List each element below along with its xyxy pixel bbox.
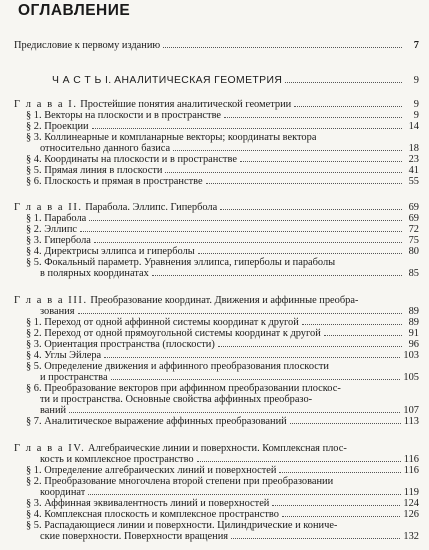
section-title: Переход от одной аффинной системы координат к другой [44, 317, 299, 328]
entry-page: 9 [413, 110, 419, 121]
section-title: Преобразование многочлена второй степени при преобразовании [44, 476, 334, 487]
section-number: § 3. [26, 498, 42, 509]
chapter-prefix: Г л а в а III. [14, 295, 88, 306]
section-title: Распадающиеся линии и поверхности. Цилиндрические и кониче- [44, 520, 338, 531]
section-title: Координаты на плоскости и в пространстве [44, 154, 237, 165]
toc-entry-preface[interactable] [14, 40, 419, 51]
section-title: Директрисы эллипса и гиперболы [44, 246, 195, 257]
leader-dots [231, 538, 400, 539]
toc-chapter-3-continuation[interactable] [40, 306, 419, 317]
toc-section[interactable] [26, 465, 419, 476]
toc-section[interactable] [26, 350, 419, 361]
section-title: Углы Эйлера [44, 350, 102, 361]
section-number: § 7. [26, 416, 42, 427]
toc-section-continuation[interactable] [40, 487, 419, 498]
entry-page: 89 [408, 306, 419, 317]
leader-dots [80, 231, 402, 232]
section-title: Плоскость и прямая в пространстве [44, 176, 203, 187]
section-title-continued: координат [40, 487, 86, 498]
entry-page: 103 [403, 350, 419, 361]
section-number: § 3. [26, 235, 42, 246]
entry-page: 14 [408, 121, 419, 132]
section-title: Преобразование векторов при аффинном преобразовании плоскос- [44, 383, 341, 394]
section-number: § 5. [26, 361, 42, 372]
section-title: Аналитическое выражение аффинных преобразований [44, 416, 287, 427]
chapter-title: Парабола. Эллипс. Гипербола [85, 202, 218, 213]
entry-page: 119 [403, 487, 419, 498]
leader-dots [290, 423, 401, 424]
leader-dots [89, 220, 402, 221]
toc-section-continuation[interactable] [40, 531, 419, 542]
entry-page: 116 [403, 454, 419, 465]
toc-section[interactable] [26, 476, 419, 487]
section-number: § 4. [26, 246, 42, 257]
entry-page: 85 [408, 268, 419, 279]
section-number: § 6. [26, 176, 42, 187]
section-number: § 1. [26, 317, 42, 328]
leader-dots [224, 117, 402, 118]
section-title: Парабола [44, 213, 87, 224]
entry-page: 9 [413, 75, 419, 86]
leader-dots [302, 324, 402, 325]
toc-chapter-4-continuation[interactable] [40, 454, 419, 465]
section-title: Определение алгебраических линий и поверхностей [44, 465, 277, 476]
toc-section[interactable] [26, 132, 419, 143]
entry-page: 105 [403, 372, 419, 383]
section-title: Коллинеарные и компланарные векторы; координаты вектора [44, 132, 317, 143]
entry-page: 89 [408, 317, 419, 328]
chapter-title: Преобразование координат. Движения и аффинные преобра- [90, 295, 359, 306]
leader-dots [294, 106, 402, 107]
leader-dots [165, 172, 402, 173]
leader-dots [272, 505, 400, 506]
leader-dots [240, 161, 402, 162]
chapter-title: Простейшие понятия аналитической геометрии [80, 99, 292, 110]
leader-dots [163, 47, 402, 48]
section-number: § 4. [26, 350, 42, 361]
entry-page: 18 [408, 143, 419, 154]
section-number: § 2. [26, 121, 42, 132]
section-number: § 5. [26, 520, 42, 531]
entry-page: 91 [408, 328, 419, 339]
toc-section-continuation[interactable] [40, 394, 419, 405]
section-title: Фокальный параметр. Уравнения эллипса, гиперболы и параболы [44, 257, 336, 268]
toc-section[interactable] [26, 498, 419, 509]
chapter-prefix: Г л а в а I. [14, 99, 78, 110]
section-title-continued: ти и пространства. Основные свойства аффинных преобразо- [40, 394, 313, 405]
entry-page: 72 [408, 224, 419, 235]
leader-dots [279, 472, 400, 473]
toc-section-continuation[interactable] [40, 372, 419, 383]
section-title: Гипербола [44, 235, 91, 246]
leader-dots [94, 242, 402, 243]
toc-section[interactable] [26, 224, 419, 235]
section-number: § 4. [26, 509, 42, 520]
toc-section[interactable] [26, 213, 419, 224]
entry-page: 9 [413, 99, 419, 110]
section-title-continued: в полярных координатах [40, 268, 149, 279]
leader-dots [152, 275, 402, 276]
part-title: АНАЛИТИЧЕСКАЯ ГЕОМЕТРИЯ [114, 75, 283, 86]
toc-section[interactable] [26, 121, 419, 132]
section-number: § 3. [26, 339, 42, 350]
leader-dots [285, 82, 402, 83]
toc-section[interactable] [26, 154, 419, 165]
section-title-continued: ские поверхности. Поверхности вращения [40, 531, 229, 542]
section-title: Эллипс [44, 224, 78, 235]
toc-section[interactable] [26, 383, 419, 394]
toc-section[interactable] [26, 165, 419, 176]
entry-page: 126 [403, 509, 419, 520]
entry-page: 96 [408, 339, 419, 350]
toc-section-continuation[interactable] [40, 268, 419, 279]
section-title-continued: относительно данного базиса [40, 143, 171, 154]
section-title-continued: ваний [40, 405, 67, 416]
leader-dots [220, 209, 402, 210]
section-title: Аффинная эквивалентность линий и поверхностей [44, 498, 270, 509]
toc-section[interactable] [26, 416, 419, 427]
toc-section[interactable] [26, 509, 419, 520]
entry-page: 23 [408, 154, 419, 165]
toc-section[interactable] [26, 176, 419, 187]
section-number: § 5. [26, 257, 42, 268]
leader-dots [282, 516, 400, 517]
toc-section[interactable] [26, 246, 419, 257]
section-number: § 1. [26, 465, 42, 476]
page-title: ОГЛАВЛЕНИЕ [18, 2, 131, 19]
entry-page: 107 [403, 405, 419, 416]
section-number: § 5. [26, 165, 42, 176]
section-number: § 3. [26, 132, 42, 143]
section-number: § 2. [26, 224, 42, 235]
section-number: § 1. [26, 213, 42, 224]
chapter-prefix: Г л а в а II. [14, 202, 83, 213]
toc-entry-part-1[interactable] [52, 75, 419, 86]
section-title: Комплексная плоскость и комплексное пространство [44, 509, 279, 520]
toc-chapter-3[interactable] [14, 295, 419, 306]
entry-page: 69 [408, 202, 419, 213]
leader-dots [218, 346, 402, 347]
toc-section[interactable] [26, 339, 419, 350]
chapter-title-continued: кость и комплексное пространство [40, 454, 194, 465]
entry-page: 75 [408, 235, 419, 246]
leader-dots [69, 412, 400, 413]
section-number: § 2. [26, 328, 42, 339]
leader-dots [104, 357, 400, 358]
section-title-continued: и пространства [40, 372, 108, 383]
entry-page: 116 [403, 465, 419, 476]
section-title: Прямая линия в плоскости [44, 165, 163, 176]
toc-section-continuation[interactable] [40, 143, 419, 154]
toc-section[interactable] [26, 520, 419, 531]
toc-chapter-4[interactable] [14, 443, 419, 454]
leader-dots [92, 128, 402, 129]
section-number: § 4. [26, 154, 42, 165]
leader-dots [111, 379, 401, 380]
section-number: § 1. [26, 110, 42, 121]
entry-page: 132 [403, 531, 419, 542]
leader-dots [78, 313, 402, 314]
chapter-title-continued: зования [40, 306, 75, 317]
section-title: Определение движения и аффинного преобразования плоскости [44, 361, 329, 372]
chapter-title: Алгебраические линии и поверхности. Комплексная плос- [87, 443, 347, 454]
section-title: Ориентация пространства (плоскости) [44, 339, 215, 350]
toc-section[interactable] [26, 110, 419, 121]
entry-page: 55 [408, 176, 419, 187]
leader-dots [88, 494, 401, 495]
leader-dots [197, 461, 401, 462]
toc-chapter-2[interactable] [14, 202, 419, 213]
section-title: Проекции [44, 121, 89, 132]
toc-section-continuation[interactable] [40, 405, 419, 416]
section-number: § 6. [26, 383, 42, 394]
chapter-prefix: Г л а в а IV. [14, 443, 86, 454]
entry-page: 69 [408, 213, 419, 224]
entry-text: Предисловие к первому изданию [14, 40, 161, 51]
leader-dots [324, 335, 402, 336]
entry-page: 113 [403, 416, 419, 427]
leader-dots [173, 150, 402, 151]
section-title: Переход от одной прямоугольной системы координат к другой [44, 328, 321, 339]
toc-section[interactable] [26, 235, 419, 246]
entry-page: 124 [403, 498, 419, 509]
section-number: § 2. [26, 476, 42, 487]
toc-section[interactable] [26, 257, 419, 268]
toc-section[interactable] [26, 328, 419, 339]
part-label: Ч А С Т Ь I. [52, 75, 112, 86]
entry-page: 80 [408, 246, 419, 257]
section-title: Векторы на плоскости и в пространстве [44, 110, 222, 121]
toc-chapter-1[interactable] [14, 99, 419, 110]
toc-section[interactable] [26, 317, 419, 328]
leader-dots [206, 183, 402, 184]
entry-page: 7 [413, 40, 419, 51]
toc-section[interactable] [26, 361, 419, 372]
entry-page: 41 [408, 165, 419, 176]
leader-dots [198, 253, 402, 254]
